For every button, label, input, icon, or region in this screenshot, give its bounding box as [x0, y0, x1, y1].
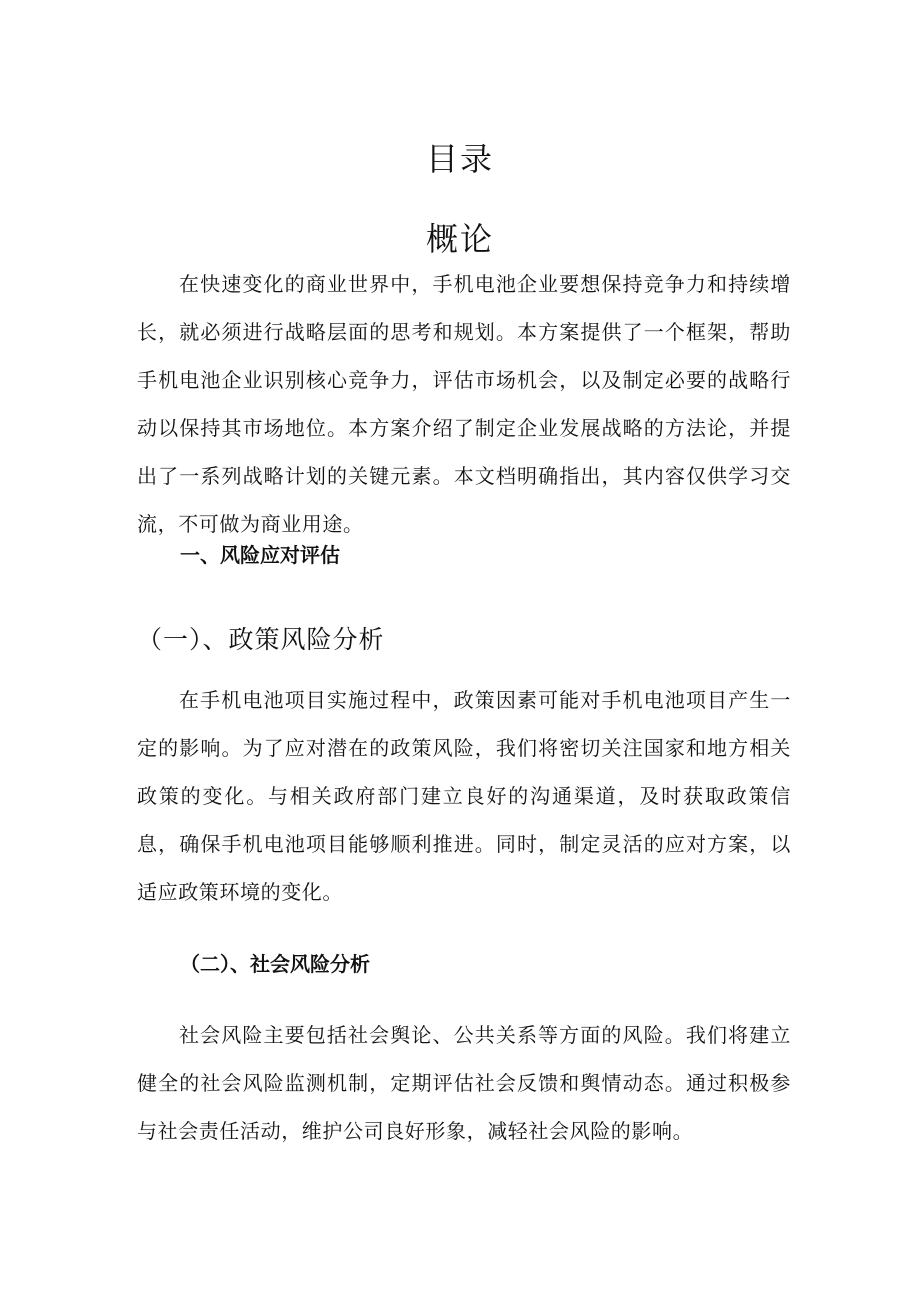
- section-heading-risk-assessment: 一、风险应对评估: [180, 543, 340, 567]
- subsection-heading-social-risk: （二）、社会风险分析: [180, 952, 370, 976]
- subsection-heading-policy-risk: （一）、政策风险分析: [137, 625, 385, 654]
- document-title: 目录: [425, 140, 494, 179]
- intro-paragraph: 在快速变化的商业世界中，手机电池企业要想保持竞争力和持续增长，就必须进行战略层面的思考和规划。本方案提供了一个框架，帮助手机电池企业识别核心竞争力，评估市场机会，以及制定必要的战略行动以保持其市场地位。本方案介绍了制定企业发展战略的方法论，并提出了一系列战略计划的关键元素。本文档明确指出，其内容仅供学习交流，不可做为商业用途。: [137, 272, 791, 536]
- document-subtitle: 概论: [425, 219, 494, 258]
- social-risk-paragraph: 社会风险主要包括社会舆论、公共关系等方面的风险。我们将建立健全的社会风险监测机制，定期评估社会反馈和舆情动态。通过积极参与社会责任活动，维护公司良好形象，减轻社会风险的影响。: [137, 1023, 791, 1143]
- policy-risk-paragraph: 在手机电池项目实施过程中，政策因素可能对手机电池项目产生一定的影响。为了应对潜在的政策风险，我们将密切关注国家和地方相关政策的变化。与相关政府部门建立良好的沟通渠道，及时获取政策信息，确保手机电池项目能够顺利推进。同时，制定灵活的应对方案，以适应政策环境的变化。: [137, 688, 791, 904]
